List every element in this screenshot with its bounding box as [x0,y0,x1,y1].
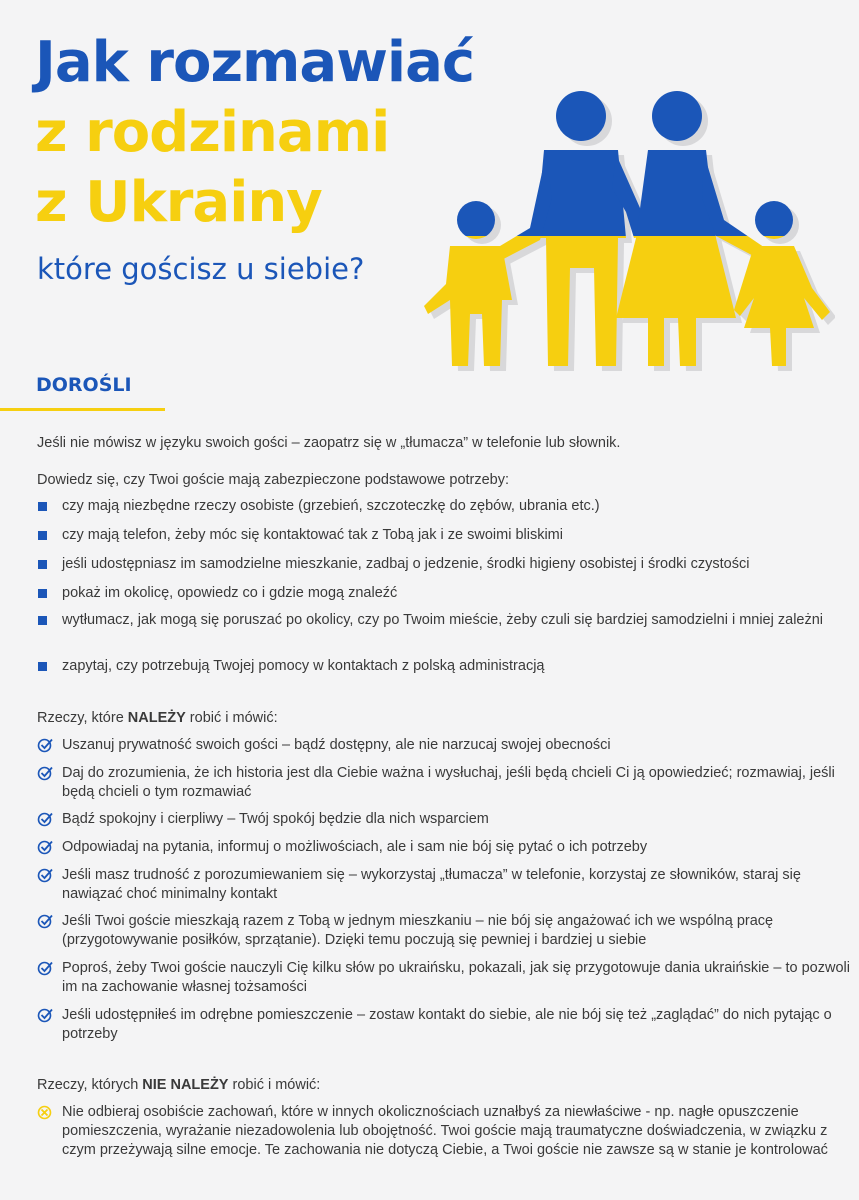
check-circle-icon [37,913,53,929]
check-circle-icon [37,737,53,753]
dont-heading: Rzeczy, których NIE NALEŻY robić i mówić: [37,1077,321,1093]
list-item: Uszanuj prywatność swoich gości – bądź dostępny, ale nie narzucaj swojej obecności [37,736,852,755]
page-title [35,28,474,238]
square-bullet-icon [38,616,47,625]
needs-heading: Dowiedz się, czy Twoi goście mają zabezpieczone podstawowe potrzeby: [37,472,510,488]
list-item: Jeśli Twoi goście mieszkają razem z Tobą w jednym mieszkaniu – nie bój się angażować ich we wspólną pracę (przygotowywanie posiłków, sprzątanie). Dzięki temu poczują się pewniej i bardziej u siebie [37,912,852,950]
list-item: Daj do zrozumienia, że ich historia jest dla Ciebie ważna i wysłuchaj, jeśli będą chcieli Ci ją opowiedzieć; rozmawiaj, jeśli będą chcieli o tym rozmawiać [37,764,852,802]
check-circle-icon [37,960,53,976]
square-bullet-icon [38,589,47,598]
do-heading: Rzeczy, które NALEŻY robić i mówić: [37,710,278,726]
square-bullet-icon [38,502,47,511]
section-title-adults: DOROŚLI [36,374,132,396]
check-circle-icon [37,811,53,827]
title-line-2: z rodzinami [35,100,390,165]
check-circle-icon [37,1007,53,1023]
list-item: Jeśli udostępniłeś im odrębne pomieszczenie – zostaw kontakt do siebie, ale nie bój się też „zaglądać” do nich pytając o potrzeby [37,1006,852,1044]
list-item: Poproś, żeby Twoi goście nauczyli Cię kilku słów po ukraińsku, pokazali, jak się przygotowuje dania ukraińskie – to pozwoli im na zachowanie własnej tożsamości [37,959,852,997]
list-item: czy mają telefon, żeby móc się kontaktować tak z Tobą jak i ze swoimi bliskimi [37,526,852,545]
list-item: Bądź spokojny i cierpliwy – Twój spokój będzie dla nich wsparciem [37,810,852,829]
title-line-3: z Ukrainy [35,170,322,235]
list-item: wytłumacz, jak mogą się poruszać po okolicy, czy po Twoim mieście, żeby czuli się bardziej samodzielni i mniej zależni [37,611,852,630]
square-bullet-icon [38,662,47,671]
list-item: Nie odbieraj osobiście zachowań, które w innych okolicznościach uznałbyś za niewłaściwe - np. nagłe opuszczenie pomieszczenia, wyrażanie niezadowolenia lub obojętność. Twoi goście mają traumatyczne doświadczenia, w związku z czym przeżywają silne emocje. Te zachowania nie dotyczą Ciebie, a Twoi goście nie zawsze są w stanie je kontrolować [37,1103,852,1160]
check-circle-icon [37,839,53,855]
list-item: zapytaj, czy potrzebują Twojej pomocy w kontaktach z polską administracją [37,657,852,676]
list-item: Odpowiadaj na pytania, informuj o możliwościach, ale i sam nie bój się pytać o ich potrzeby [37,838,852,857]
intro-text: Jeśli nie mówisz w języku swoich gości – zaopatrz się w „tłumacza” w telefonie lub słownik. [37,435,621,451]
list-item: jeśli udostępniasz im samodzielne mieszkanie, zadbaj o jedzenie, środki higieny osobistej i środki czystości [37,555,852,574]
cross-circle-icon [37,1104,53,1120]
square-bullet-icon [38,560,47,569]
family-illustration [420,88,835,373]
section-underline [0,408,165,411]
list-item: Jeśli masz trudność z porozumiewaniem się – wykorzystaj „tłumacza” w telefonie, korzystaj ze słowników, staraj się nawiązać choć minimalny kontakt [37,866,852,904]
page-subtitle: które gościsz u siebie? [37,252,365,286]
list-item: pokaż im okolicę, opowiedz co i gdzie mogą znaleźć [37,584,852,603]
title-line-1: Jak rozmawiać [35,30,475,95]
check-circle-icon [37,867,53,883]
check-circle-icon [37,765,53,781]
square-bullet-icon [38,531,47,540]
list-item: czy mają niezbędne rzeczy osobiste (grzebień, szczoteczkę do zębów, ubrania etc.) [37,497,852,516]
